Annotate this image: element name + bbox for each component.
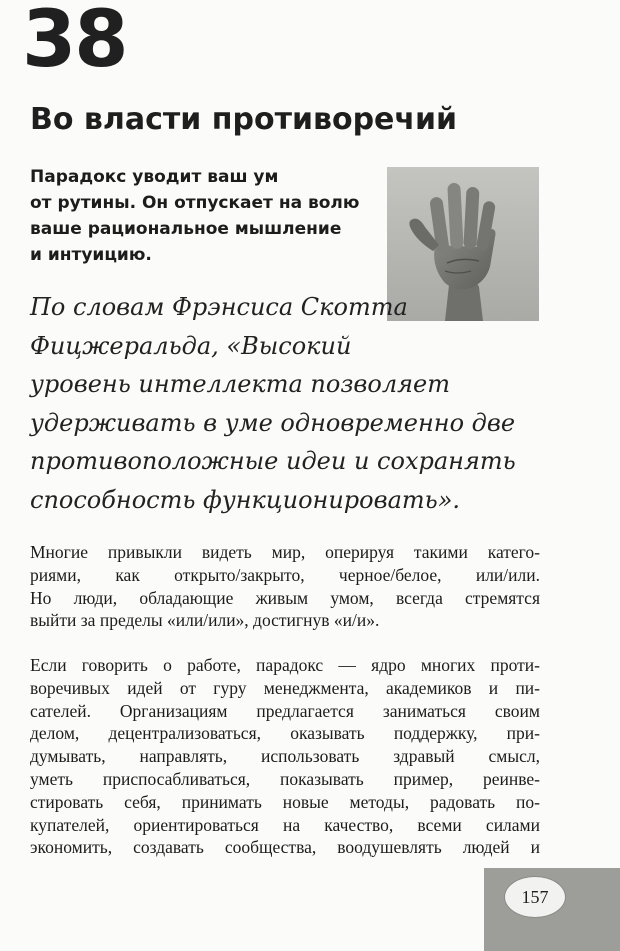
paragraph-line: уметь приспосабливаться, показывать пример, реинве- bbox=[30, 768, 540, 789]
paragraph-line: риями, как открыто/закрыто, черное/белое, или/или. bbox=[30, 564, 540, 585]
paragraph-line: делом, децентрализоваться, оказывать поддержку, при- bbox=[30, 723, 540, 744]
paragraph-line: выйти за пределы «или/или», достигнув «и/и». bbox=[30, 610, 380, 631]
paragraph-line: купателей, ориентироваться на качество, всеми силами bbox=[30, 814, 540, 835]
paragraph-line: сателей. Организациям предлагается заниматься своим bbox=[30, 700, 540, 721]
lead-line: Парадокс уводит ваш ум bbox=[30, 167, 279, 187]
chapter-number: 38 bbox=[22, 0, 127, 85]
paragraph-line: экономить, создавать сообщества, воодушевлять людей и bbox=[30, 837, 540, 858]
paragraph-line: воречивых идей от гуру менеджмента, академиков и пи- bbox=[30, 677, 540, 698]
quote-line: уровень интеллекта позволяет bbox=[30, 370, 450, 398]
paragraph-line: думывать, направлять, использовать здравый смысл, bbox=[30, 746, 540, 767]
lead-line: и интуицию. bbox=[30, 245, 152, 265]
quote-line: Фицжеральда, «Высокий bbox=[30, 331, 352, 360]
quote-line: противоположные идеи и сохранять bbox=[30, 447, 516, 475]
quote-line: удерживать в уме одновременно две bbox=[30, 408, 516, 437]
chapter-title: Во власти противоречий bbox=[30, 102, 458, 137]
body-paragraph-1 bbox=[30, 541, 540, 632]
page-number: 157 bbox=[504, 876, 566, 918]
lead-line: ваше рациональное мышление bbox=[30, 219, 342, 239]
paragraph-line: стировать себя, принимать новые методы, радовать по- bbox=[30, 791, 540, 812]
lead-paragraph bbox=[30, 164, 370, 268]
paragraph-line: Если говорить о работе, парадокс — ядро многих проти- bbox=[30, 655, 540, 675]
pull-quote bbox=[30, 288, 570, 519]
body-paragraph-2 bbox=[30, 654, 540, 859]
lead-line: от рутины. Он отпускает на волю bbox=[30, 193, 360, 213]
paragraph-line: Но люди, обладающие живым умом, всегда стремятся bbox=[30, 587, 540, 608]
paragraph-line: Многие привыкли видеть мир, оперируя такими катего- bbox=[30, 542, 540, 562]
quote-line: По словам Фрэнсиса Скотта bbox=[30, 293, 408, 321]
quote-line: способность функционировать». bbox=[30, 485, 461, 514]
